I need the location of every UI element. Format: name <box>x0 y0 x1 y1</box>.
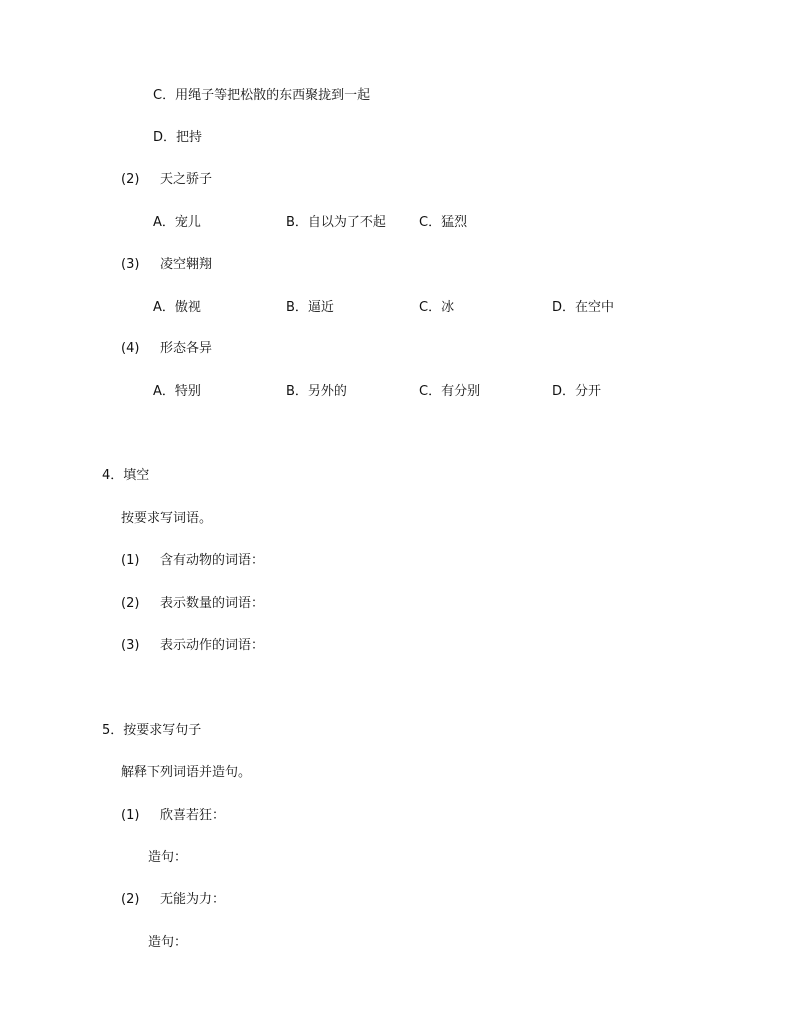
q4-item2-text: 表示数量的词语： <box>160 596 265 611</box>
q3-sub2-option-a: A．宠儿 <box>153 215 201 230</box>
q3-sub3-option-b: B．逼近 <box>286 300 334 315</box>
q3-sub3-option-c: C．冰 <box>419 300 455 315</box>
q4-item3-number: (3) <box>121 638 140 653</box>
q5-instruction: 解释下列词语并造句。 <box>121 765 252 780</box>
q4-item3-text: 表示动作的词语： <box>160 638 265 653</box>
q3-sub2-option-c: C．猛烈 <box>419 215 468 230</box>
q3-sub4-word: 形态各异 <box>160 341 213 356</box>
q3-sub3-option-a: A．傲视 <box>153 300 201 315</box>
q5-item1-sentence: 造句： <box>148 850 188 865</box>
q3-sub4-option-c: C．有分别 <box>419 384 481 399</box>
q4-item1-number: (1) <box>121 553 140 568</box>
q3-sub2-option-b: B．自以为了不起 <box>286 215 386 230</box>
q3-sub2-word: 天之骄子 <box>160 172 213 187</box>
q5-item2-sentence: 造句： <box>148 935 188 950</box>
q3-sub3-option-d: D．在空中 <box>552 300 615 315</box>
q5-item1-text: 欣喜若狂： <box>160 808 226 823</box>
q4-title: 4．填空 <box>102 468 150 483</box>
q3-sub2-number: (2) <box>121 172 140 187</box>
q4-instruction: 按要求写词语。 <box>121 511 213 526</box>
q3-sub3-word: 凌空翱翔 <box>160 257 213 272</box>
q3-sub4-number: (4) <box>121 341 140 356</box>
q5-item1-number: (1) <box>121 808 140 823</box>
q3-sub4-option-a: A．特别 <box>153 384 201 399</box>
q5-item2-text: 无能为力： <box>160 892 226 907</box>
q3-sub4-option-d: D．分开 <box>552 384 602 399</box>
q3-sub3-number: (3) <box>121 257 140 272</box>
q5-item2-number: (2) <box>121 892 140 907</box>
q3-option-d: D．把持 <box>153 130 203 145</box>
q5-title: 5．按要求写句子 <box>102 723 202 738</box>
q4-item2-number: (2) <box>121 596 140 611</box>
q3-option-c: C．用绳子等把松散的东西聚拢到一起 <box>153 88 371 103</box>
q4-item1-text: 含有动物的词语： <box>160 553 265 568</box>
q3-sub4-option-b: B．另外的 <box>286 384 347 399</box>
